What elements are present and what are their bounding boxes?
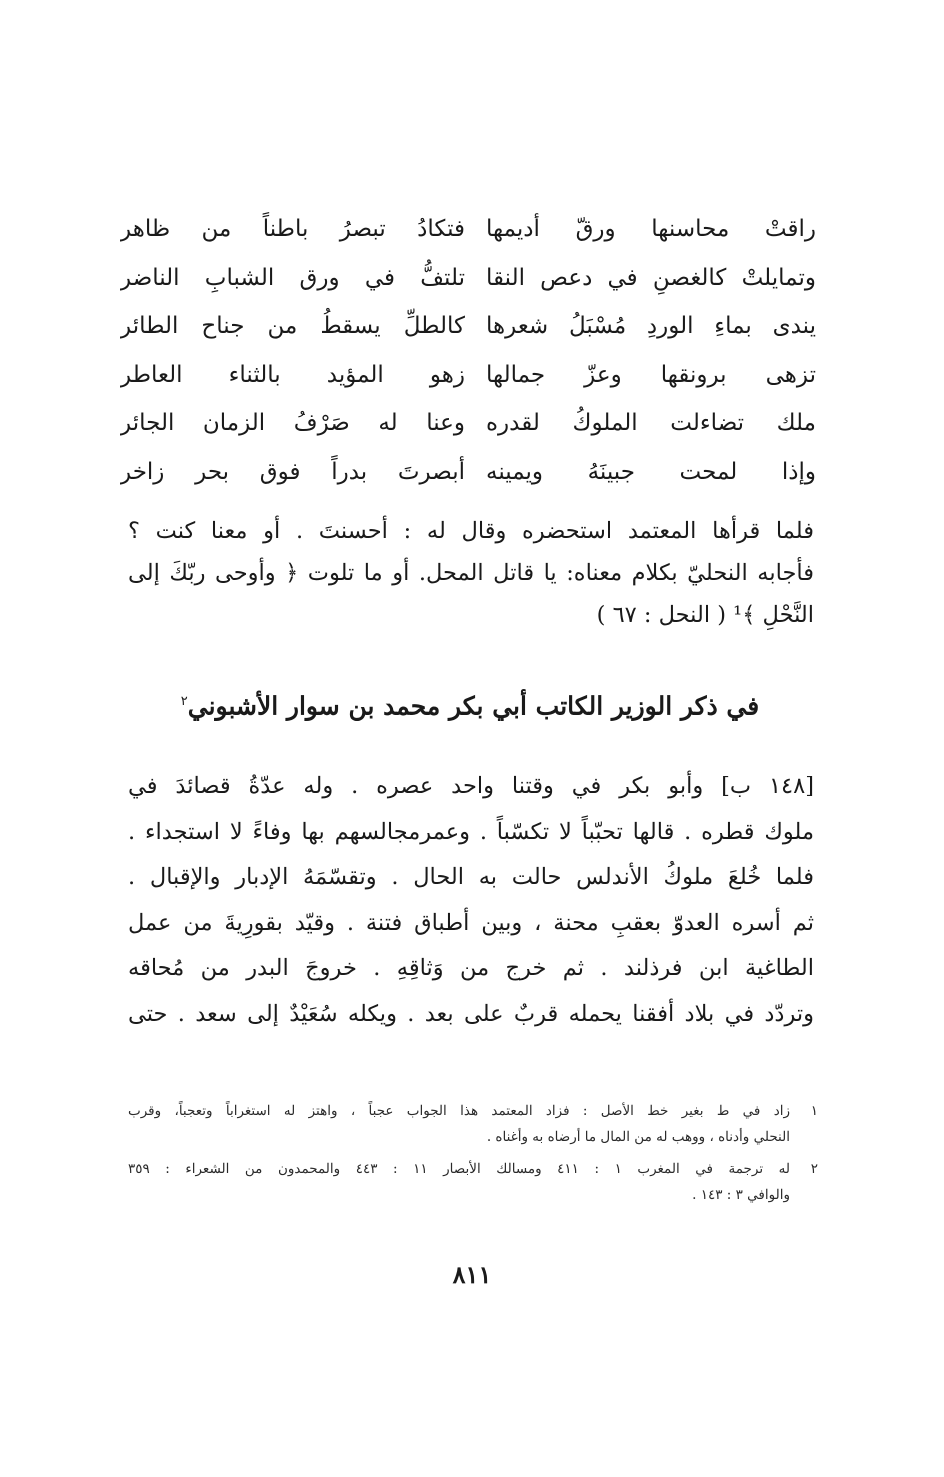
text-line: فلما قرأها المعتمد استحضره وقال له : أحسنتَ . أو معنا كنت ؟: [128, 518, 814, 544]
verse-first-hemistich: يندى بماءِ الوردِ مُسْبَلُ شعرها: [486, 313, 816, 339]
poem: [120, 205, 816, 496]
footnotes: [128, 1098, 818, 1214]
verse-first-hemistich: وإذا لمحت جبينَهُ ويمينه: [486, 458, 816, 485]
footnote-number: ١: [810, 1103, 818, 1119]
text-line: وتردّد في بلاد أفقنا يحمله قربٌ على بعد . ويكله سُعَيْدٌ إلى سعد . حتى: [128, 1000, 814, 1027]
footnote: [128, 1156, 818, 1208]
footnote-line: والوافي ٣ : ١٤٣ .: [692, 1187, 790, 1203]
footnote-number: ٢: [810, 1161, 818, 1177]
section-heading: [120, 682, 820, 726]
prose-paragraph-2: [128, 764, 814, 1037]
page-number: ٨١١: [452, 1260, 492, 1289]
verse-first-hemistich: وتمايلتْ كالغصنِ في دعص النقا: [486, 264, 816, 291]
footnote-line: زاد في ط بغير خط الأصل : فزاد المعتمد هذا الجواب عجباً ، واهتز له استغراباً وتعجباً، وقرب: [128, 1103, 790, 1119]
verse-second-hemistich: تلتفُّ في ورق الشبابِ الناضر: [120, 264, 465, 291]
text-line: فأجابه النحليّ بكلام معناه: يا قاتل المحل. أو ما تلوت ﴿ وأوحى ربّكَ إلى: [128, 560, 814, 586]
poem-verse: [120, 448, 816, 497]
poem-verse: [120, 205, 816, 254]
section-heading-text: في ذكر الوزير الكاتب أبي بكر محمد بن سوار الأشبوني: [187, 691, 760, 721]
poem-verse: [120, 399, 816, 448]
verse-second-hemistich: زهو المؤيد بالثناء العاطر: [120, 361, 465, 388]
poem-verse: [120, 302, 816, 351]
poem-verse: [120, 351, 816, 400]
footnote-text: [128, 1098, 790, 1150]
text-line: ثم أسره العدوّ بعقبِ محنة ، وبين أطباق فتنة . وقيّد بقورِيةَ من عمل: [128, 909, 814, 936]
text-line: الطاغية ابن فرذلند . ثم خرج من وَثاقِهِ . خروجَ البدر من مُحاقه: [128, 955, 814, 981]
verse-second-hemistich: كالطلِّ يسقطُ من جناح الطائر: [120, 313, 465, 339]
verse-first-hemistich: تزهى برونقها وعزّ جمالها: [486, 361, 816, 388]
footnote-marker: ٢: [180, 694, 188, 709]
footnote-line: النحلي وأدناه ، ووهب له من المال ما أرضاه به وأغناه .: [486, 1129, 790, 1145]
verse-second-hemistich: وعنا له صَرْفُ الزمان الجائر: [120, 410, 465, 436]
text-line: النَّحْلِ ﴾¹ ( النحل : ٦٧ ): [596, 602, 814, 628]
verse-first-hemistich: راقتْ محاسنها ورقّ أديمها: [486, 216, 816, 242]
prose-paragraph-1: [128, 510, 814, 636]
footnote: [128, 1098, 818, 1150]
text-line: فلما خُلعَ ملوكُ الأندلس حالت به الحال . وتقسّمَهُ الإدبار والإقبال .: [128, 864, 814, 890]
verse-second-hemistich: فتكادُ تبصرُ باطناً من ظاهر: [120, 216, 465, 242]
text-line: ملوك قطره . قالها تحبّباً لا تكسّباً . وعمرمجالسهم بها وفاءً لا استجداء .: [128, 818, 814, 845]
verse-first-hemistich: ملك تضاءلت الملوكُ لقدره: [486, 410, 816, 436]
verse-second-hemistich: أبصرتَ بدراً فوق بحر زاخر: [120, 458, 465, 485]
text-line: [١٤٨ ب] وأبو بكر في وقتنا واحد عصره . وله عدّةُ قصائدَ في: [128, 773, 814, 799]
footnote-text: [128, 1156, 790, 1208]
footnote-line: له ترجمة في المغرب ١ : ٤١١ ومسالك الأبصار ١١ : ٤٤٣ والمحمدون من الشعراء : ٣٥٩: [128, 1161, 790, 1177]
poem-verse: [120, 254, 816, 303]
